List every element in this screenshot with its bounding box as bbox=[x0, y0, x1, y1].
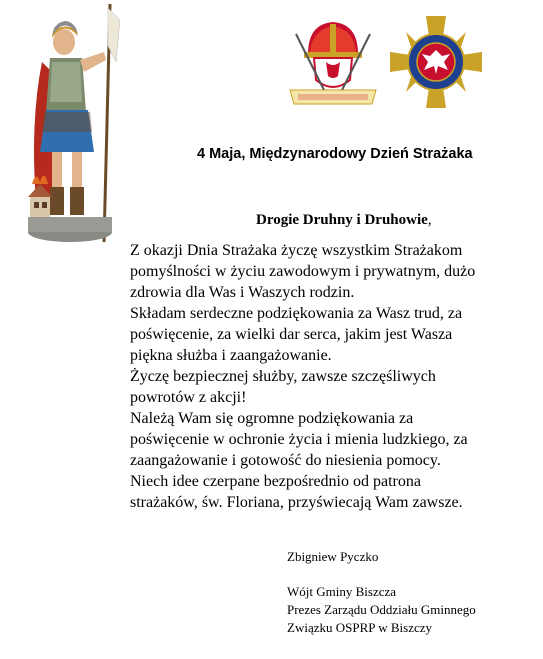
signature-name: Zbigniew Pyczko bbox=[287, 549, 379, 564]
saint-florian-statue-image bbox=[22, 2, 122, 247]
greeting bbox=[256, 212, 432, 229]
signature-title-line: Wójt Gminy Biszcza bbox=[287, 584, 397, 599]
body-line: powrotów z akcji! bbox=[130, 389, 247, 406]
fire-brigade-helmet-emblem bbox=[286, 14, 380, 110]
body-line: zdrowia dla Was i Waszych rodzin. bbox=[130, 284, 355, 301]
greeting-text: Drogie Druhny i Druhowie bbox=[256, 212, 428, 228]
body-line: poświęcenie, za wielki dar serca, jakim jest Wasza bbox=[130, 326, 453, 343]
body-line: Niech idee czerpane bezpośrednio od patrona bbox=[130, 473, 421, 490]
body-line: Życzę bezpiecznej służby, zawsze szczęśliwych bbox=[130, 368, 436, 385]
signature-spacer bbox=[287, 566, 476, 583]
signature-title-line: Związku OSPRP w Biszczy bbox=[287, 620, 433, 635]
body-line: zaangażowanie i gotowość do niesienia pomocy. bbox=[130, 452, 441, 469]
body-line: pomyślności w życiu zawodowym i prywatnym, dużo bbox=[130, 263, 476, 280]
fire-brigade-cross-emblem bbox=[388, 14, 484, 110]
signature-title-line: Prezes Zarządu Oddziału Gminnego bbox=[287, 602, 476, 617]
signature-block bbox=[287, 548, 476, 637]
headline: 4 Maja, Międzynarodowy Dzień Strażaka bbox=[197, 146, 473, 162]
body-line: piękna służba i zaangażowanie. bbox=[130, 347, 332, 364]
letter-body bbox=[130, 240, 540, 513]
body-line: Składam serdeczne podziękowania za Wasz trud, za bbox=[130, 305, 463, 322]
greeting-comma: , bbox=[427, 212, 432, 228]
body-line: Należą Wam się ogromne podziękowania za bbox=[130, 410, 414, 427]
body-line: poświęcenie w ochronie życia i mienia ludzkiego, za bbox=[130, 431, 468, 448]
body-line: Z okazji Dnia Strażaka życzę wszystkim Strażakom bbox=[130, 242, 463, 259]
body-line: strażaków, św. Floriana, przyświecają Wam zawsze. bbox=[130, 494, 463, 511]
